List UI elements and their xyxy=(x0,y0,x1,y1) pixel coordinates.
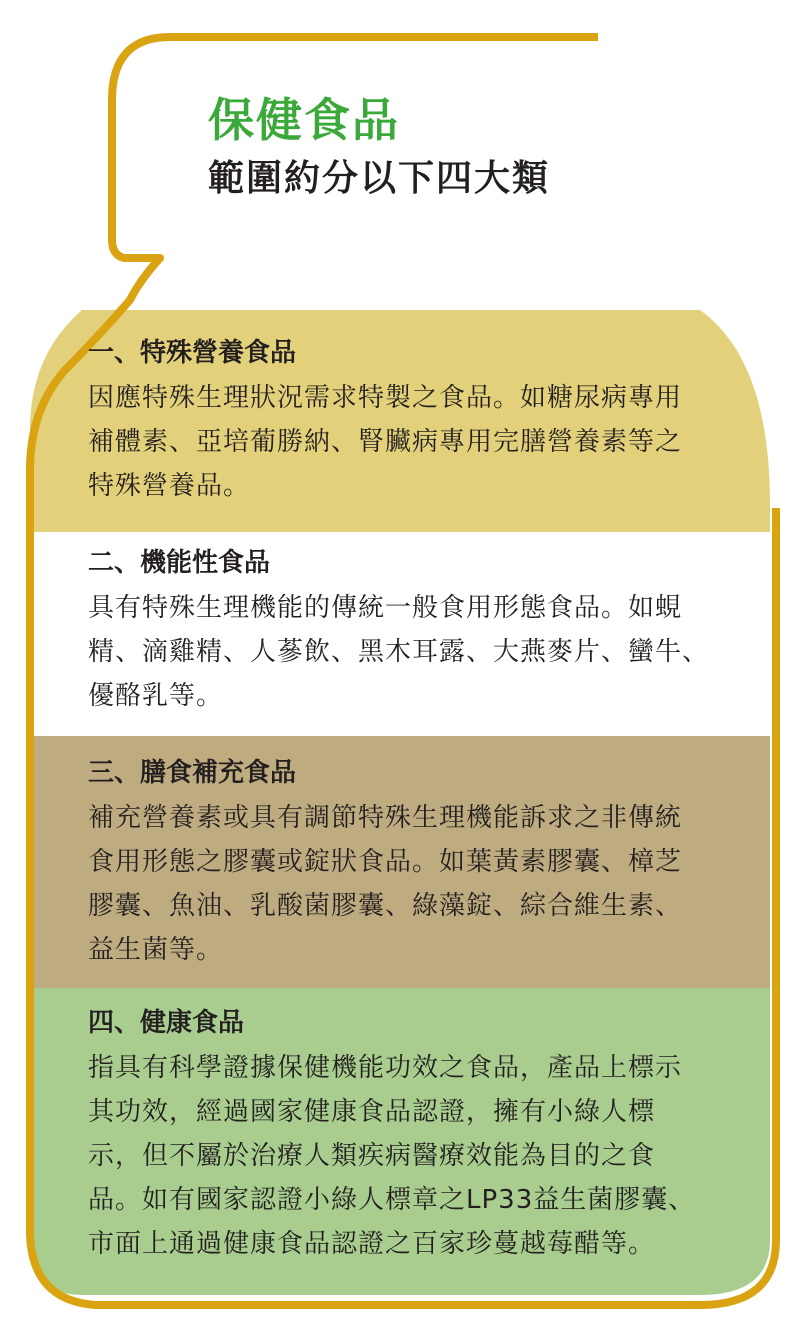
category-description: 因應特殊生理狀況需求特製之食品。如糖尿病專用 補體素、亞培葡勝納、腎臟病專用完膳營養素等之 特殊營養品。 xyxy=(88,383,683,501)
page-subtitle: 範圍約分以下四大類 xyxy=(208,158,551,199)
category-heading: 一、特殊營養食品 xyxy=(88,338,297,368)
title-block xyxy=(208,92,550,204)
page-title: 保健食品 xyxy=(208,93,400,147)
category-heading: 四、健康食品 xyxy=(88,1008,245,1038)
category-special-nutrition xyxy=(88,336,748,508)
category-description: 指具有科學證據保健機能功效之食品，產品上標示 其功效，經過國家健康食品認證，擁有小綠人標 示，但不屬於治療人類疾病醫療效能為目的之食 品。如有國家認證小綠人標章之LP33益生菌膠囊、 市面上通過健康食品認證之百家珍蔓越莓醋等。 xyxy=(88,1053,696,1259)
category-heading: 二、機能性食品 xyxy=(88,548,271,578)
category-description: 具有特殊生理機能的傳統一般食用形態食品。如蜆 精、滴雞精、人蔘飲、黑木耳露、大燕麥片、蠻牛、 優酪乳等。 xyxy=(88,593,710,711)
category-description: 補充營養素或具有調節特殊生理機能訴求之非傳統 食用形態之膠囊或錠狀食品。如葉黃素膠囊、樟芝 膠囊、魚油、乳酸菌膠囊、綠藻錠、綜合維生素、 益生菌等。 xyxy=(88,803,683,965)
category-functional-food xyxy=(88,546,748,718)
category-heading: 三、膳食補充食品 xyxy=(88,758,297,788)
category-dietary-supplement xyxy=(88,756,748,972)
category-health-food xyxy=(88,1006,748,1266)
